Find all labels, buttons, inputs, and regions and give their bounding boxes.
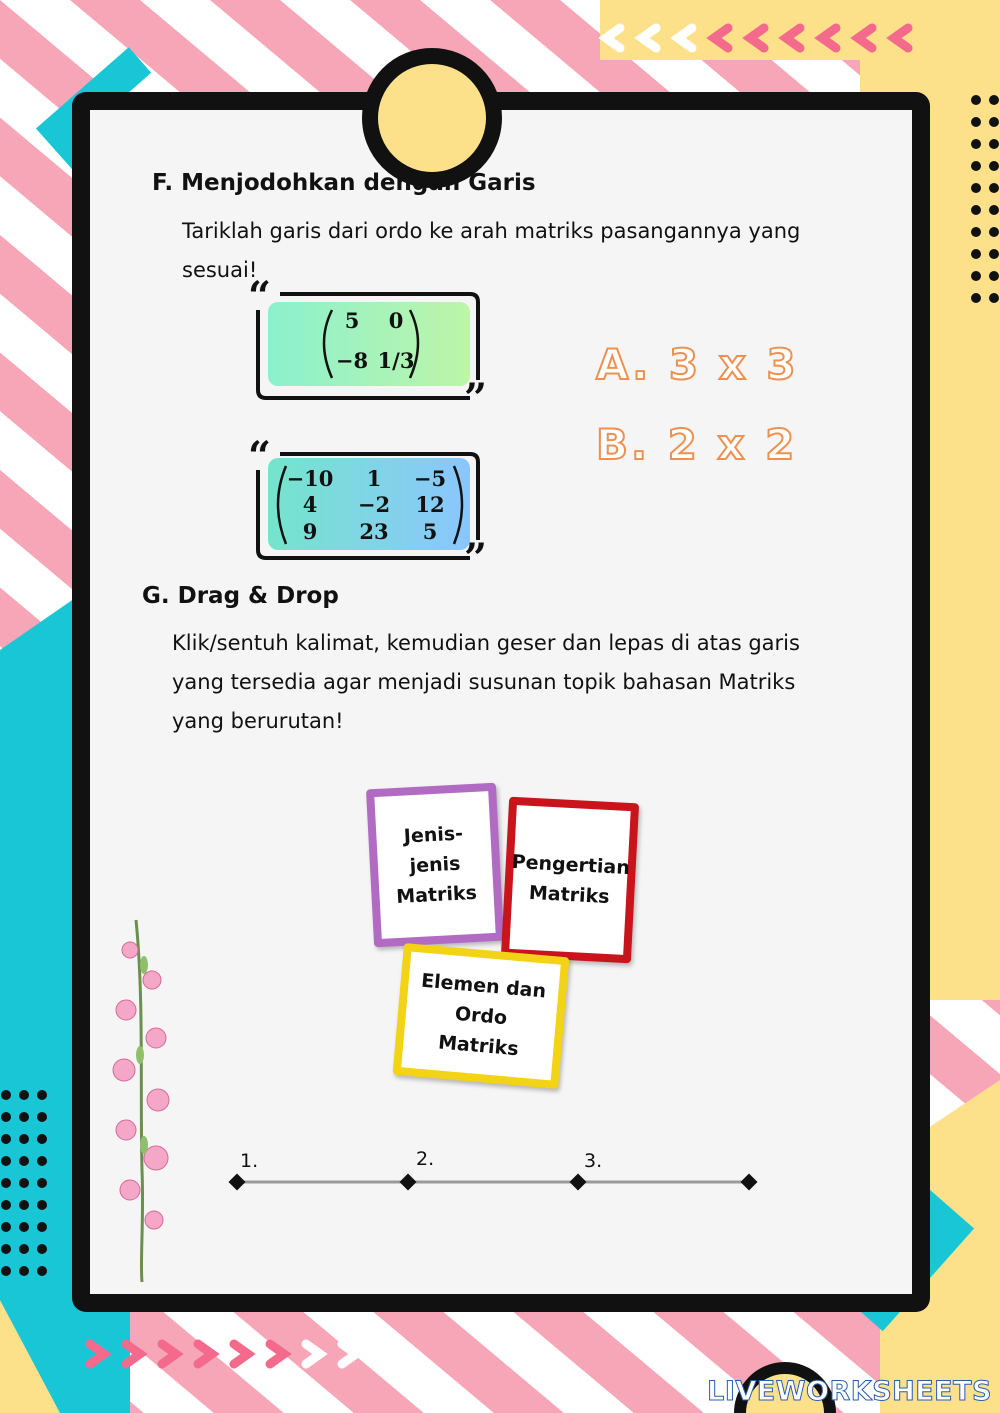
instruction-line-1: Tariklah garis dari ordo ke arah matriks pasangannya yang xyxy=(182,219,801,243)
matrix2-cell: 23 xyxy=(359,519,389,544)
instruction-line-2: yang tersedia agar menjadi susunan topik bahasan Matriks xyxy=(172,670,796,694)
card-label: Matriks xyxy=(528,881,611,909)
section-g-heading: G. Drag & Drop xyxy=(142,583,339,609)
drag-card-elemen-dan-ordo-matriks[interactable] xyxy=(393,943,570,1089)
open-quote-icon: “ xyxy=(248,440,272,480)
flower-branch-icon xyxy=(96,910,196,1290)
close-quote-icon: ” xyxy=(464,375,488,412)
drag-card-pengertian-matriks[interactable] xyxy=(501,797,639,964)
matrix-2x2-card[interactable] xyxy=(240,280,500,412)
matrix2-cell: −2 xyxy=(357,492,391,517)
liveworksheets-logo[interactable] xyxy=(707,1376,992,1407)
instruction-line-1: Klik/sentuh kalimat, kemudian geser dan lepas di atas garis xyxy=(172,631,800,655)
instruction-line-2: sesuai! xyxy=(182,258,258,282)
card-label: Ordo Matriks xyxy=(437,1002,520,1061)
matrix1-cell: 0 xyxy=(388,308,404,333)
section-g-instruction xyxy=(172,624,852,741)
drop-slot-3[interactable]: 3. xyxy=(584,1150,603,1172)
decorative-circle xyxy=(362,48,502,188)
matrix2-cell: 12 xyxy=(415,492,445,517)
card-label: Jenis-jenis xyxy=(403,822,464,878)
matrix2-cell: 9 xyxy=(302,519,318,544)
matrix1-cell: 1/3 xyxy=(377,348,415,373)
drop-line xyxy=(225,1165,765,1200)
brand-text: LIVEWORKSHEETS xyxy=(707,1376,992,1407)
section-f-instruction xyxy=(182,212,842,290)
open-quote-icon: “ xyxy=(248,280,272,320)
option-b-2x2[interactable]: B. 2 x 2 xyxy=(596,420,798,469)
instruction-line-3: yang berurutan! xyxy=(172,709,344,733)
drop-slot-2[interactable]: 2. xyxy=(416,1148,435,1170)
card-label: Pengertian xyxy=(511,850,631,880)
card-label: Matriks xyxy=(395,881,478,909)
matrix1-cell: −8 xyxy=(335,348,369,373)
matrix1-cell: 5 xyxy=(344,308,360,333)
drop-slot-1[interactable]: 1. xyxy=(240,1150,259,1172)
matrix2-cell: −5 xyxy=(413,466,447,491)
matrix2-cell: 5 xyxy=(422,519,438,544)
matrix2-cell: 1 xyxy=(366,466,382,491)
section-f-heading: F. Menjodohkan dengan Garis xyxy=(152,170,536,196)
card-label: Elemen dan xyxy=(420,969,547,1003)
close-quote-icon: ” xyxy=(464,535,488,572)
option-a-3x3[interactable]: A. 3 x 3 xyxy=(596,340,799,389)
matrix-3x3-card[interactable] xyxy=(240,440,500,572)
drag-card-jenis-jenis-matriks[interactable] xyxy=(366,783,504,948)
matrix2-cell: −10 xyxy=(286,466,334,491)
matrix2-cell: 4 xyxy=(302,492,318,517)
